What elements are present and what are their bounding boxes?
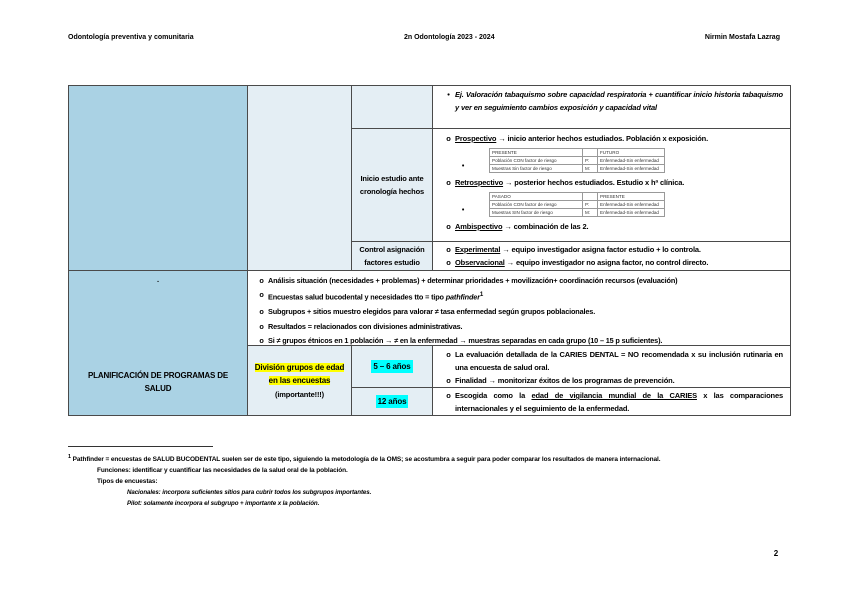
list-item (442, 256, 788, 269)
list-item (255, 305, 788, 319)
header-course-title: Odontología preventiva y comunitaria (68, 34, 194, 41)
plan-bullet-1-pre: Encuestas salud bucodental y necesidades tto = tipo (268, 292, 446, 302)
bullet-marker: o (259, 276, 264, 285)
mini-table-header-row (490, 193, 665, 201)
mini-table-row (490, 157, 665, 165)
experimental-line (455, 243, 788, 256)
retrospectivo-line (455, 176, 788, 189)
age2-bullet (455, 389, 788, 415)
age2-bullet-post: x las comparaciones internacionales y el seguimiento de la enfermedad. (455, 391, 783, 413)
cronologia-cell (433, 129, 791, 242)
footnote-pilot: Pilot: solamente incorpora el subgrupo + importante x la población. (127, 500, 320, 508)
observacional-line (455, 256, 788, 269)
bullet-marker: o (259, 307, 264, 317)
notes-table (68, 85, 791, 416)
footnote-separator (68, 446, 213, 447)
plan-bullet-0: Análisis situación (necesidades + problemas) + determinar prioridades + movilización+ coordinación recursos (evaluación) (268, 276, 678, 285)
age-5-6-label: 5 – 6 años (373, 362, 411, 371)
footnote-tipos: Tipos de encuestas: (97, 478, 158, 486)
age-12-label: 12 años (377, 397, 407, 406)
prospectivo-mini-table (489, 148, 665, 173)
age2-bullet-underlined: edad de vigilancia mundial de la CARIES (531, 391, 697, 400)
plan-bullet-1-footnote-ref: 1 (479, 291, 484, 299)
bullet-marker: o (259, 336, 264, 346)
division-edad-cell (248, 346, 352, 416)
retrospectivo-rest: → posterior hechos estudiados. Estudio x hª clínica. (503, 178, 685, 187)
page-number: 2 (773, 549, 779, 558)
list-item (442, 374, 788, 387)
bullet-marker: o (259, 290, 264, 300)
control-asignacion-cell (433, 242, 791, 271)
prospectivo-rest: → inicio anterior hechos estudiados. Población x exposición. (496, 134, 709, 143)
age1-bullet-1: Finalidad → monitorizar éxitos de los programas de prevención. (455, 376, 675, 385)
mini-cell: FUTURO (598, 149, 665, 157)
list-item (442, 348, 788, 374)
experimental-rest: → equipo investigador asigna factor estudio + lo controla. (500, 245, 701, 254)
retrospectivo-mini-row (442, 192, 788, 217)
inicio-estudio-label: Inicio estudio ante cronología hechos (359, 174, 425, 196)
subsub-empty-cell (352, 86, 433, 129)
age-12-content-cell (433, 388, 791, 416)
retrospectivo-mini-table (489, 192, 665, 217)
list-item (255, 288, 788, 305)
list-item (442, 220, 788, 233)
planificacion-bullets-cell (248, 271, 791, 346)
row-label-planificacion-cell (69, 271, 248, 416)
division-edad-note: (importante!!!) (275, 389, 324, 399)
mini-cell: Muestras Sin factor de riesgo (490, 165, 583, 173)
retrospectivo-term: Retrospectivo (455, 178, 504, 187)
footnote-line-1 (68, 452, 784, 465)
ambispectivo-term: Ambispectivo (455, 222, 503, 231)
list-item (442, 176, 788, 189)
mini-table-row (490, 165, 665, 173)
stray-dot: . (157, 275, 159, 284)
footnote-line-1-text: Pathfinder = encuestas de SALUD BUCODENTAL suelen ser de este tipo, siguiendo la metodología de la OMS; se acostumbra a seguir para poder comparar los resultados de manera internacional. (70, 456, 661, 464)
mini-cell: M: (583, 165, 598, 173)
plan-bullet-1 (268, 288, 788, 305)
prospectivo-line (455, 132, 788, 145)
mini-cell: PRESENTE (490, 149, 583, 157)
list-item (442, 389, 788, 415)
ej-tabaquismo-cell (433, 86, 791, 129)
mini-cell: Población CON factor de riesgo (490, 201, 583, 209)
age1-bullet-0: La evaluación detallada de la CARIES DENTAL = NO recomendada x su inclusión rutinaria en una encuesta de salud oral. (455, 350, 783, 372)
plan-bullet-4: Si ≠ grupos étnicos en 1 población → ≠ en la enfermedad → muestras separadas en cada grupo (10 – 15 p suficientes). (268, 336, 663, 346)
mini-cell: PASADO (490, 193, 583, 201)
division-edad-highlight: División grupos de edad en las encuestas (254, 362, 345, 385)
control-asignacion-label: Control asignación factores estudio (359, 245, 425, 267)
mini-cell: P: (583, 201, 598, 209)
list-item (255, 334, 788, 346)
mini-cell: Enfermedad-Sin enfermedad (598, 157, 665, 165)
age2-bullet-pre: Escogida como la (455, 391, 532, 400)
footnote-number: 1 (68, 454, 71, 460)
bullet-marker: o (446, 391, 451, 400)
mini-table-row (490, 201, 665, 209)
bullet-marker: • (461, 163, 465, 170)
planificacion-title: PLANIFICACIÓN DE PROGRAMAS DE SALUD (87, 371, 229, 393)
bullet-marker: o (446, 178, 451, 187)
footnote (68, 446, 784, 509)
mini-cell: Población CON factor de riesgo (490, 157, 583, 165)
bullet-marker: o (259, 321, 264, 331)
ej-text: Ej. Valoración tabaquismo sobre capacidad respiratoria + cuantificar inicio historia tabaquismo y ver en seguimiento cambios exposición y capacidad vital (455, 90, 783, 112)
plan-bullet-3: Resultados = relacionados con divisiones administrativas. (268, 321, 463, 331)
subtopic-empty-cell (248, 86, 352, 271)
mini-table-header-row (490, 149, 665, 157)
list-item (255, 274, 788, 288)
ambispectivo-line (455, 220, 788, 233)
observacional-rest: → equipo investigador no asigna factor, no control directo. (504, 258, 709, 267)
mini-cell: Muestras SIN factor de riesgo (490, 209, 583, 217)
footnote-funciones: Funciones: identificar y cuantificar las necesidades de la salud oral de la población. (97, 467, 348, 475)
observacional-term: Observacional (455, 258, 505, 267)
mini-table-row (490, 209, 665, 217)
inicio-estudio-label-cell (352, 129, 433, 242)
bullet-marker: o (446, 350, 451, 359)
bullet-marker: o (446, 258, 451, 267)
bullet-marker: o (446, 134, 451, 143)
bullet-marker: o (446, 222, 451, 231)
mini-cell: Enfermedad-Sin enfermedad (598, 209, 665, 217)
plan-bullet-1-pathfinder: pathfinder (445, 292, 480, 302)
plan-bullet-2: Subgrupos + sitios muestro elegidos para valorar ≠ tasa enfermedad según grupos poblacionales. (268, 307, 596, 317)
bullet-marker: • (461, 207, 465, 214)
bullet-marker: o (446, 376, 451, 385)
bullet-marker: o (446, 245, 451, 254)
row-label-empty-cell (69, 86, 248, 271)
list-item (442, 243, 788, 256)
bullet-marker: • (447, 90, 450, 99)
age-12-label-cell (352, 388, 433, 416)
division-edad-wrap (255, 361, 345, 387)
mini-cell (583, 193, 598, 201)
list-item (442, 88, 788, 114)
ambispectivo-rest: → combinación de las 2. (502, 222, 589, 231)
mini-cell: Enfermedad-Sin enfermedad (598, 201, 665, 209)
mini-cell: Enfermedad-Sin enfermedad (598, 165, 665, 173)
experimental-term: Experimental (455, 245, 501, 254)
prospectivo-term: Prospectivo (455, 134, 497, 143)
list-item (255, 320, 788, 334)
mini-cell (583, 149, 598, 157)
header-year: 2n Odontología 2023 - 2024 (403, 34, 495, 41)
mini-cell: M: (583, 209, 598, 217)
control-asignacion-label-cell (352, 242, 433, 271)
age-5-6-label-cell (352, 346, 433, 388)
list-item (442, 132, 788, 145)
mini-cell: PRESENTE (598, 193, 665, 201)
prospectivo-mini-row (442, 148, 788, 173)
mini-cell: P: (583, 157, 598, 165)
age-5-6-content-cell (433, 346, 791, 388)
footnote-nacionales: Nacionales: incorpora suficientes sitios para cubrir todos los subgrupos importantes. (127, 489, 372, 497)
header-author: Nirmin Mostafa Lazrag (704, 34, 780, 41)
page-header (68, 34, 780, 41)
